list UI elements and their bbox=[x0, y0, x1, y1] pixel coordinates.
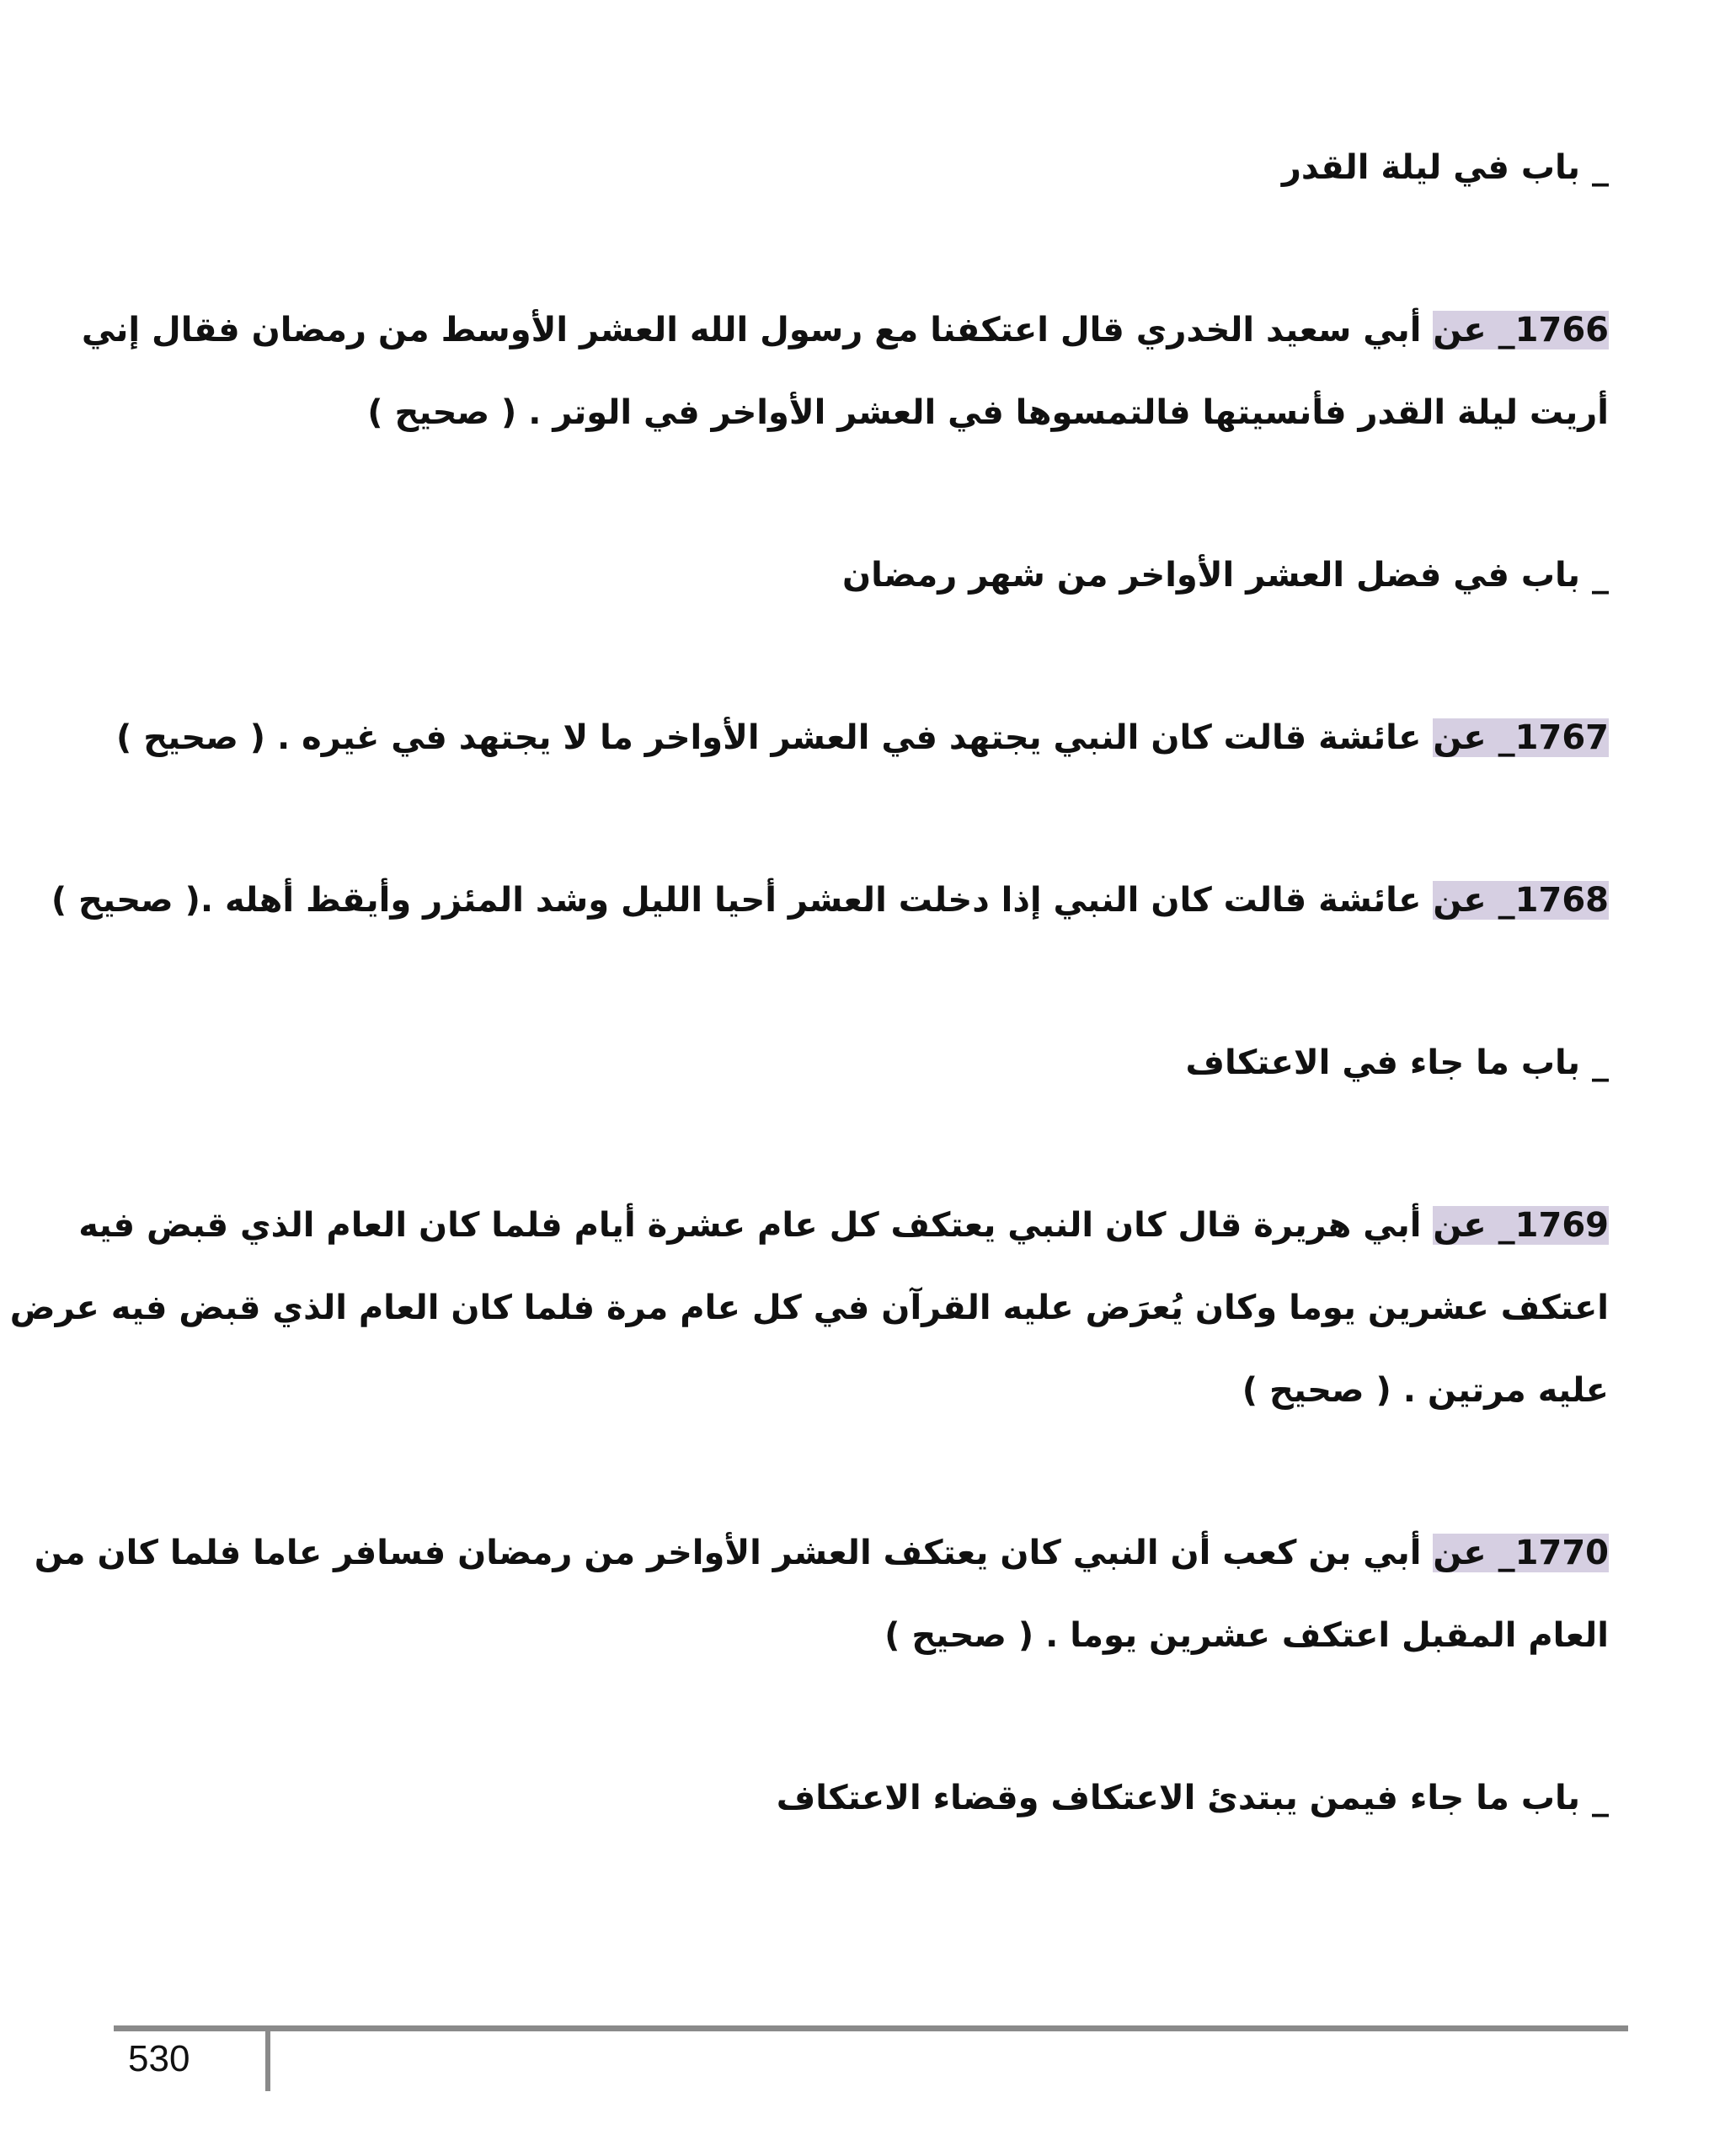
hadith-1769-text-1: أبي هريرة قال كان النبي يعتكف كل عام عشرة أيام فلما كان العام الذي قبض فيه bbox=[78, 1206, 1434, 1245]
footer-divider-tick bbox=[265, 2025, 270, 2091]
hadith-1770-number: 1770_ عن bbox=[1433, 1534, 1609, 1572]
page-content bbox=[9, 126, 1609, 1919]
hadith-1766 bbox=[81, 289, 1609, 454]
hadith-1766-line-2: أريت ليلة القدر فأنسيتها فالتمسوها في العشر الأواخر في الوتر . ( صحيح ) bbox=[367, 393, 1609, 432]
chapter-heading-last-ten-nights: _ باب في فضل العشر الأواخر من شهر رمضان bbox=[841, 556, 1609, 595]
hadith-1770-line-2: العام المقبل اعتكف عشرين يوما . ( صحيح ) bbox=[884, 1616, 1609, 1655]
hadith-1769-line-2: اعتكف عشرين يوما وكان يُعرَض عليه القرآن في كل عام مرة فلما كان العام الذي قبض فيه عرض bbox=[9, 1289, 1609, 1327]
hadith-1770 bbox=[34, 1512, 1609, 1677]
hadith-1769-number: 1769_ عن bbox=[1433, 1206, 1609, 1245]
hadith-1768-line-1 bbox=[51, 859, 1609, 942]
hadith-1767-text: عائشة قالت كان النبي يجتهد في العشر الأواخر ما لا يجتهد في غيره . ( صحيح ) bbox=[116, 718, 1434, 757]
hadith-1766-line-1 bbox=[81, 289, 1609, 371]
chapter-heading-laylat-al-qadr: _ باب في ليلة القدر bbox=[1281, 148, 1609, 187]
hadith-1770-text-1: أبي بن كعب أن النبي كان يعتكف العشر الأواخر من رمضان فسافر عاما فلما كان من bbox=[34, 1534, 1434, 1572]
hadith-1769 bbox=[9, 1184, 1609, 1432]
chapter-heading-starting-itikaf: _ باب ما جاء فيمن يبتدئ الاعتكاف وقضاء الاعتكاف bbox=[776, 1779, 1609, 1817]
hadith-1767-line-1 bbox=[118, 696, 1609, 779]
hadith-1766-text-1: أبي سعيد الخدري قال اعتكفنا مع رسول الله العشر الأوسط من رمضان فقال إني bbox=[81, 311, 1434, 350]
hadith-1768-text: عائشة قالت كان النبي إذا دخلت العشر أحيا الليل وشد المئزر وأيقظ أهله .( صحيح ) bbox=[51, 881, 1434, 920]
footer-rule bbox=[114, 2025, 1628, 2031]
page-number: 530 bbox=[128, 2038, 190, 2079]
hadith-1767-number: 1767_ عن bbox=[1433, 718, 1609, 757]
hadith-1770-line-1 bbox=[34, 1512, 1609, 1594]
hadith-1767 bbox=[118, 696, 1609, 779]
hadith-1768-number: 1768_ عن bbox=[1433, 881, 1609, 920]
chapter-heading-itikaf: _ باب ما جاء في الاعتكاف bbox=[1185, 1043, 1609, 1082]
hadith-1769-line-1 bbox=[78, 1184, 1609, 1267]
hadith-1766-number: 1766_ عن bbox=[1433, 311, 1609, 350]
hadith-1768 bbox=[51, 859, 1609, 942]
hadith-1769-line-3: عليه مرتين . ( صحيح ) bbox=[1242, 1371, 1609, 1410]
